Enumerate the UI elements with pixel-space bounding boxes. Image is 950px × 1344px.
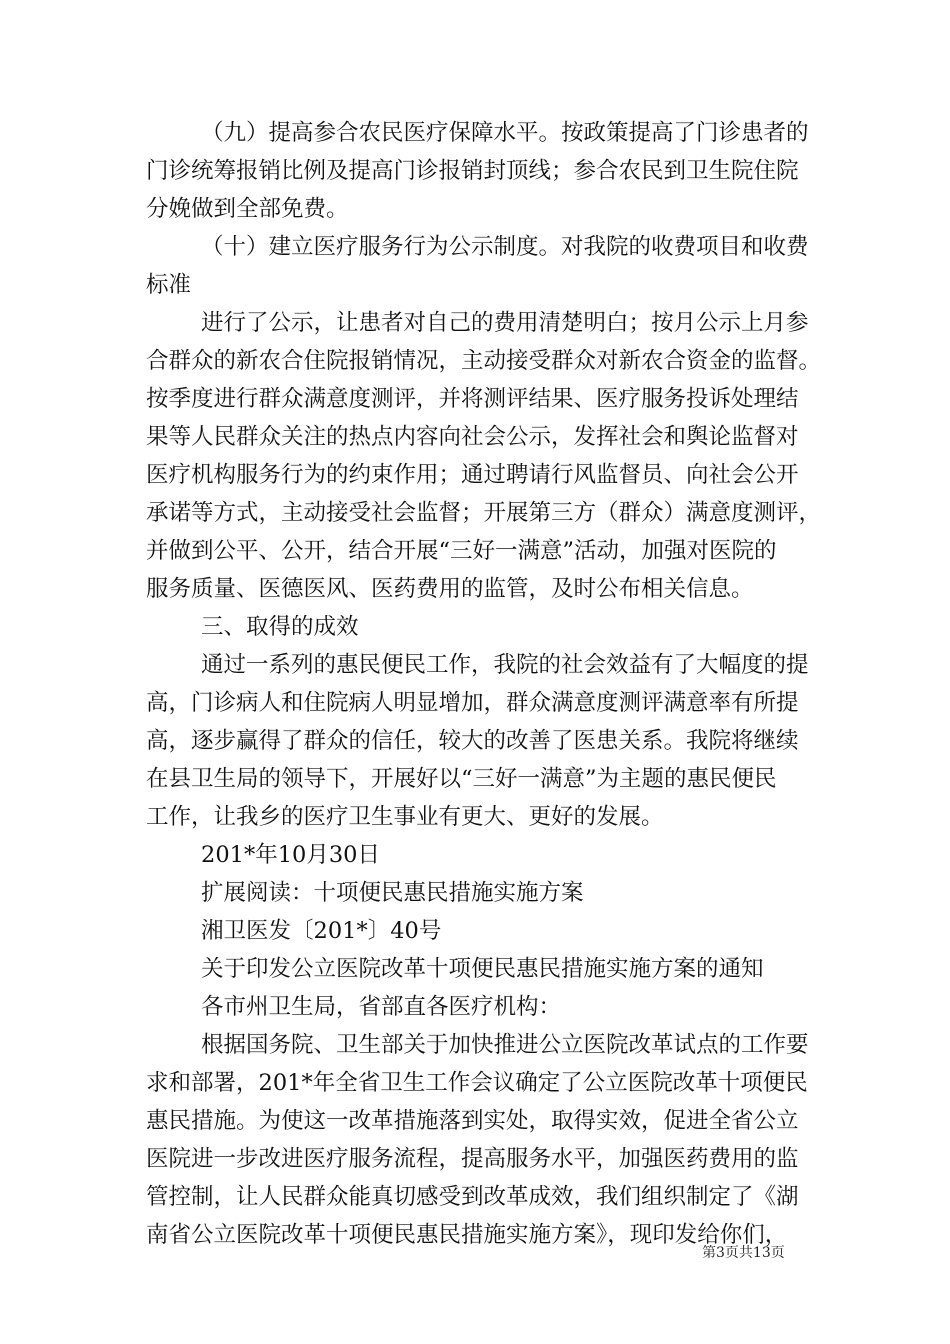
paragraph-line: （九）提高参合农民医疗保障水平。按政策提高了门诊患者的 (201, 120, 809, 146)
document-number: 湘卫医发〔201*〕40号 (201, 918, 442, 944)
paragraph-line: 高，逐步赢得了群众的信任，较大的改善了医患关系。我院将继续 (146, 728, 799, 754)
paragraph-line: 服务质量、医德医风、医药费用的监管，及时公布相关信息。 (146, 576, 754, 602)
paragraph-line: 通过一系列的惠民便民工作，我院的社会效益有了大幅度的提 (201, 652, 809, 678)
paragraph-line: 医院进一步改进医疗服务流程，提高服务水平，加强医药费用的监 (146, 1146, 799, 1172)
paragraph-line: 管控制，让人民群众能真切感受到改革成效，我们组织制定了《湖 (146, 1184, 799, 1210)
paragraph-line: 在县卫生局的领导下，开展好以“三好一满意”为主题的惠民便民 (146, 766, 777, 792)
paragraph-line: 门诊统筹报销比例及提高门诊报销封顶线；参合农民到卫生院住院 (146, 158, 799, 184)
paragraph-line: 并做到公平、公开，结合开展“三好一满意”活动，加强对医院的 (146, 538, 777, 564)
paragraph-line: 医疗机构服务行为的约束作用；通过聘请行风监督员、向社会公开 (146, 462, 799, 488)
paragraph-line: 惠民措施。为使这一改革措施落到实处，取得实效，促进全省公立 (146, 1108, 799, 1134)
paragraph-line: 合群众的新农合住院报销情况，主动接受群众对新农合资金的监督。 (146, 348, 822, 374)
section-heading: 三、取得的成效 (201, 614, 359, 640)
paragraph-line: 根据国务院、卫生部关于加快推进公立医院改革试点的工作要 (201, 1032, 809, 1058)
date-line: 201*年10月30日 (201, 842, 380, 868)
paragraph-line: 分娩做到全部免费。 (146, 196, 349, 222)
paragraph-line: 按季度进行群众满意度测评，并将测评结果、医疗服务投诉处理结 (146, 386, 799, 412)
page-number-footer: 第3页共13页 (702, 1245, 785, 1261)
paragraph-line: 南省公立医院改革十项便民惠民措施实施方案》，现印发给你们， (146, 1222, 788, 1248)
paragraph-line: 进行了公示，让患者对自己的费用清楚明白；按月公示上月参 (201, 310, 809, 336)
paragraph-line: 承诺等方式，主动接受社会监督；开展第三方（群众）满意度测评， (146, 500, 822, 526)
paragraph-line: 标准 (146, 272, 192, 298)
extended-reading-line: 扩展阅读：十项便民惠民措施实施方案 (201, 880, 584, 906)
notice-title: 关于印发公立医院改革十项便民惠民措施实施方案的通知 (201, 956, 764, 982)
paragraph-line: 果等人民群众关注的热点内容向社会公示，发挥社会和舆论监督对 (146, 424, 799, 450)
addressee-line: 各市州卫生局，省部直各医疗机构： (201, 994, 562, 1020)
paragraph-line: 高，门诊病人和住院病人明显增加，群众满意度测评满意率有所提 (146, 690, 799, 716)
paragraph-line: （十）建立医疗服务行为公示制度。对我院的收费项目和收费 (201, 234, 809, 260)
paragraph-line: 工作，让我乡的医疗卫生事业有更大、更好的发展。 (146, 804, 664, 830)
paragraph-line: 求和部署，201*年全省卫生工作会议确定了公立医院改革十项便民 (146, 1070, 808, 1096)
